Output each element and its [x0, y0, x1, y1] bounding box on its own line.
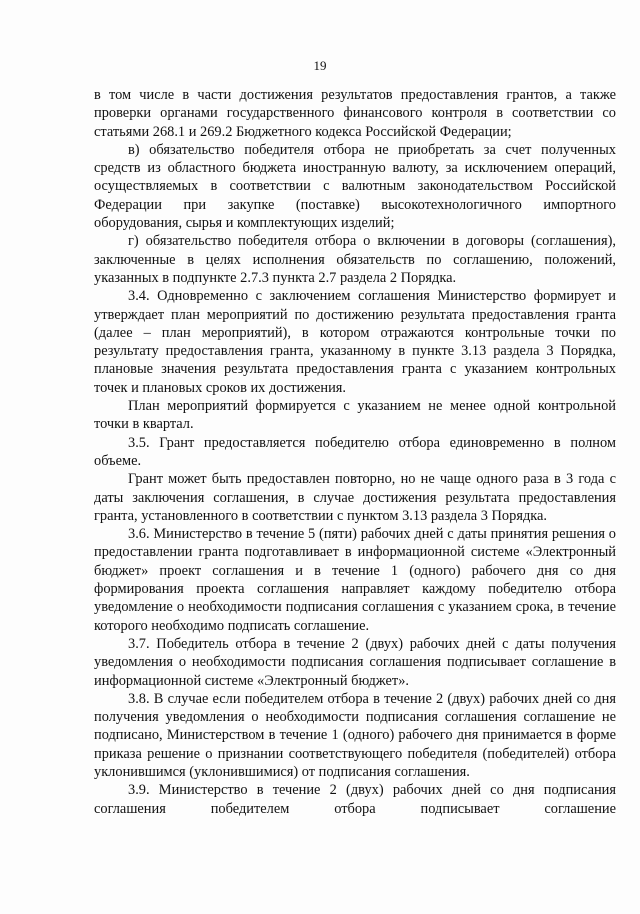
page-number: 19	[313, 58, 327, 73]
paragraph-3-7: 3.7. Победитель отбора в течение 2 (двух) рабочих дней с даты получения уведомления о необходимости подписания соглашения подписывает соглашение в информационной системе «Электронный бюджет».	[94, 635, 616, 689]
paragraph-3-5: 3.5. Грант предоставляется победителю отбора единовременно в полном объеме.	[94, 434, 616, 469]
document-body	[94, 86, 616, 818]
paragraph-3-8: 3.8. В случае если победителем отбора в течение 2 (двух) рабочих дней со дня получения уведомления о необходимости подписания соглашения соглашение не подписано, Министерством в течение 1 (одного) рабочего дня принимается в форме приказа решение о признании соответствующего победителя (победителей) отбора уклонившимся (уклонившимися) от подписания соглашения.	[94, 690, 616, 780]
paragraph-3-4: 3.4. Одновременно с заключением соглашения Министерство формирует и утверждает план мероприятий по достижению результата предоставления гранта (далее – план мероприятий), в котором отражаются контрольные точки по результату предоставления гранта, указанному в пункте 3.13 раздела 3 Порядка, плановые значения результата предоставления гранта с указанием контрольных точек и плановых сроков их достижения.	[94, 288, 616, 396]
paragraph-plan: План мероприятий формируется с указанием не менее одной контрольной точки в квартал.	[94, 398, 616, 433]
paragraph-item-v: в) обязательство победителя отбора не приобретать за счет полученных средств из областного бюджета иностранную валюту, за исключением операций, осуществляемых в соответствии с валютным законодательством Российской Федерации при закупке (поставке) высокотехнологичного импортного оборудования, сырья и комплектующих изделий;	[94, 141, 616, 232]
paragraph-3-6: 3.6. Министерство в течение 5 (пяти) рабочих дней с даты принятия решения о предоставлении гранта подготавливает в информационной системе «Электронный бюджет» проект соглашения и в течение 1 (одного) рабочего дня со дня формирования проекта соглашения направляет каждому победителю отбора уведомление о необходимости подписания соглашения с указанием срока, в течение которого необходимо подписать соглашение.	[94, 526, 616, 634]
paragraph-3-9: 3.9. Министерство в течение 2 (двух) рабочих дней со дня подписания соглашения победителем отбора подписывает соглашение	[94, 782, 616, 817]
paragraph-continuation: в том числе в части достижения результатов предоставления грантов, а также проверки органами государственного финансового контроля в соответствии со статьями 268.1 и 269.2 Бюджетного кодекса Российской Федерации;	[94, 87, 616, 140]
paragraph-grant-repeat: Грант может быть предоставлен повторно, но не чаще одного раза в 3 года с даты заключения соглашения, в случае достижения результата предоставления гранта, установленного в соответствии с пунктом 3.13 раздела 3 Порядка.	[94, 471, 616, 524]
paragraph-item-g: г) обязательство победителя отбора о включении в договоры (соглашения), заключенные в целях исполнения обязательств по соглашению, положений, указанных в подпункте 2.7.3 пункта 2.7 раздела 2 Порядка.	[94, 233, 616, 286]
